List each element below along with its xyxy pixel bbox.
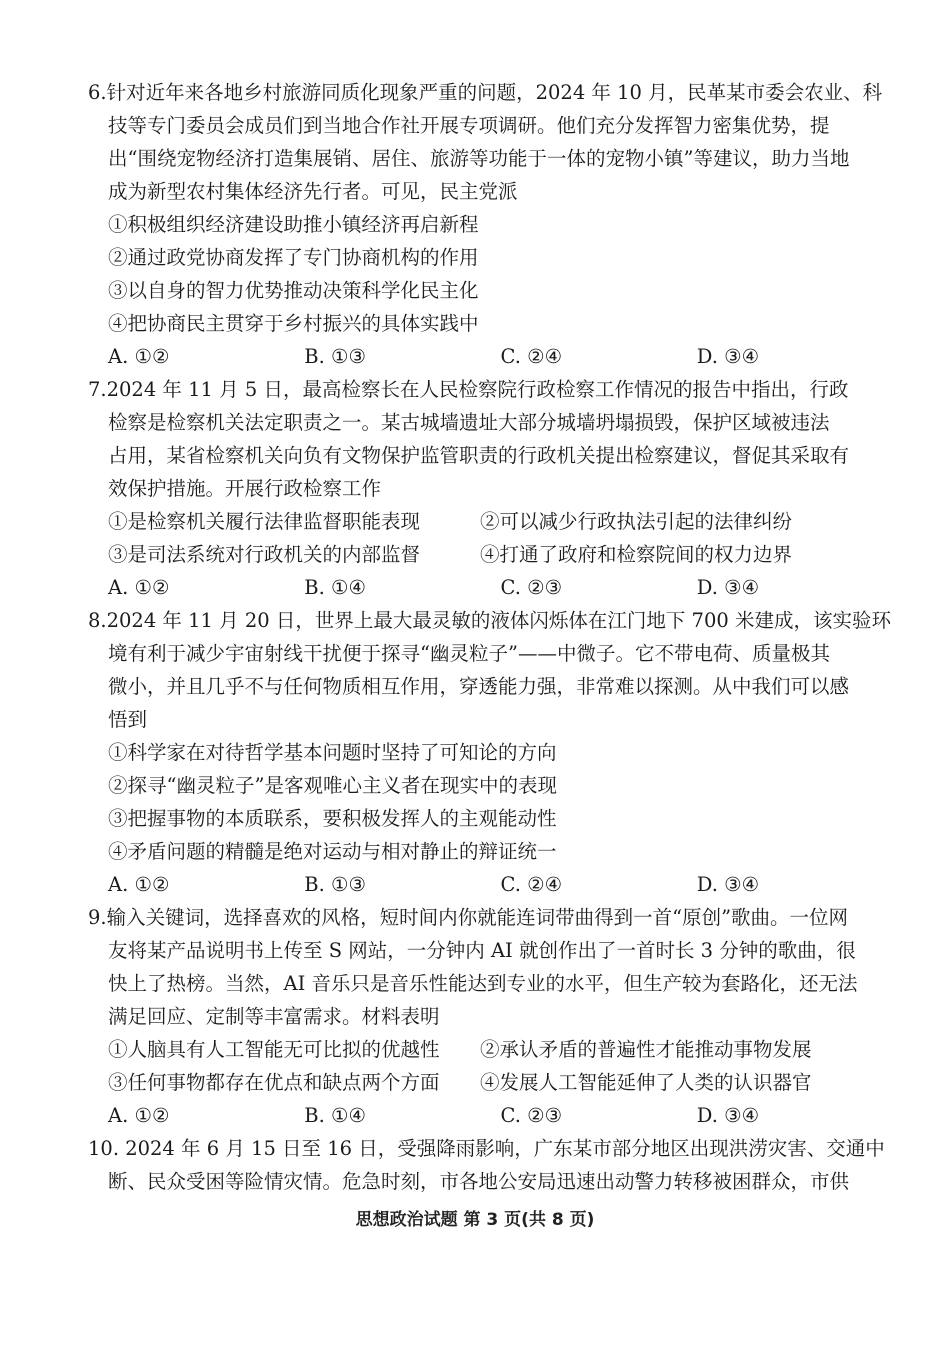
choice-c: C. ②③	[500, 576, 563, 599]
answer-choices	[88, 868, 893, 901]
choice-d: D. ③④	[696, 1104, 760, 1127]
choice-c: C. ②③	[500, 1104, 563, 1127]
stem-line: 成为新型农村集体经济先行者。可见，民主党派	[108, 180, 518, 203]
stem-line: 微小，并且几乎不与任何物质相互作用，穿透能力强，非常难以探测。从中我们可以感	[108, 675, 850, 698]
choice-b: B. ①③	[304, 345, 366, 368]
question-stem	[88, 373, 893, 505]
statement-option: ③任何事物都存在优点和缺点两个方面	[108, 1071, 440, 1094]
question-6	[88, 76, 893, 373]
answer-choices	[88, 1099, 893, 1132]
statement-option-row	[88, 505, 893, 538]
statement-option: ②探寻“幽灵粒子”是客观唯心主义者在现实中的表现	[108, 774, 557, 797]
stem-line: 7.2024 年 11 月 5 日，最高检察长在人民检察院行政检察工作情况的报告中指出，行政	[88, 378, 849, 401]
choice-a: A. ①②	[108, 576, 170, 599]
statement-option: ①积极组织经济建设助推小镇经济再启新程	[108, 213, 479, 236]
statement-option: ②通过政党协商发挥了专门协商机构的作用	[108, 246, 479, 269]
statement-option: ④打通了政府和检察院间的权力边界	[480, 543, 793, 566]
stem-line: 8.2024 年 11 月 20 日，世界上最大最灵敏的液体闪烁体在江门地下 700 米建成，该实验环	[88, 609, 891, 632]
question-stem	[88, 901, 893, 1033]
choice-d: D. ③④	[696, 873, 760, 896]
statement-option-row	[88, 1033, 893, 1066]
question-stem	[88, 604, 893, 736]
stem-line: 断、民众受困等险情灾情。危急时刻，市各地公安局迅速出动警力转移被困群众，市供	[108, 1170, 850, 1193]
stem-line: 效保护措施。开展行政检察工作	[108, 477, 382, 500]
choice-b: B. ①③	[304, 873, 366, 896]
choice-a: A. ①②	[108, 345, 170, 368]
question-stem	[88, 1132, 893, 1198]
statement-option: ④发展人工智能延伸了人类的认识器官	[480, 1071, 812, 1094]
statement-option: ③把握事物的本质联系，要积极发挥人的主观能动性	[108, 807, 557, 830]
statement-option-row	[88, 538, 893, 571]
statement-option: ③是司法系统对行政机关的内部监督	[108, 543, 421, 566]
stem-line: 技等专门委员会成员们到当地合作社开展专项调研。他们充分发挥智力密集优势，提	[108, 114, 830, 137]
answer-choices	[88, 571, 893, 604]
choice-b: B. ①④	[304, 576, 366, 599]
stem-line: 境有利于减少宇宙射线干扰便于探寻“幽灵粒子”——中微子。它不带电荷、质量极其	[108, 642, 830, 665]
stem-line: 快上了热榜。当然，AI 音乐只是音乐性能达到专业的水平，但生产较为套路化，还无法	[108, 972, 858, 995]
question-7	[88, 373, 893, 604]
question-8	[88, 604, 893, 901]
statement-option: ①人脑具有人工智能无可比拟的优越性	[108, 1038, 440, 1061]
question-10	[88, 1132, 893, 1198]
statement-option: ②承认矛盾的普遍性才能推动事物发展	[480, 1038, 812, 1061]
questions-area	[88, 76, 893, 1198]
choice-d: D. ③④	[696, 576, 760, 599]
stem-line: 友将某产品说明书上传至 S 网站，一分钟内 AI 就创作出了一首时长 3 分钟的歌曲，很	[108, 939, 856, 962]
statement-option-row	[88, 1066, 893, 1099]
stem-line: 检察是检察机关法定职责之一。某古城墙遗址大部分城墙坍塌损毁，保护区域被违法	[108, 411, 830, 434]
statement-option: ①是检察机关履行法律监督职能表现	[108, 510, 421, 533]
choice-a: A. ①②	[108, 1104, 170, 1127]
choice-a: A. ①②	[108, 873, 170, 896]
statement-option: ④矛盾问题的精髓是绝对运动与相对静止的辩证统一	[108, 840, 557, 863]
stem-line: 10. 2024 年 6 月 15 日至 16 日，受强降雨影响，广东某市部分地区出现洪涝灾害、交通中	[88, 1137, 885, 1160]
stem-line: 满足回应、定制等丰富需求。材料表明	[108, 1005, 440, 1028]
stem-line: 9.输入关键词，选择喜欢的风格，短时间内你就能连词带曲得到一首“原创”歌曲。一位网	[88, 906, 849, 929]
statement-option: ③以自身的智力优势推动决策科学化民主化	[108, 279, 479, 302]
stem-line: 6.针对近年来各地乡村旅游同质化现象严重的问题，2024 年 10 月，民革某市委会农业、科	[88, 81, 883, 104]
question-9	[88, 901, 893, 1132]
stem-line: 悟到	[108, 708, 148, 731]
choice-c: C. ②④	[500, 345, 563, 368]
stem-line: 占用，某省检察机关向负有文物保护监管职责的行政机关提出检察建议，督促其采取有	[108, 444, 850, 467]
choice-b: B. ①④	[304, 1104, 366, 1127]
page-footer: 思想政治试题 第 3 页(共 8 页)	[355, 1210, 595, 1230]
statement-option: ④把协商民主贯穿于乡村振兴的具体实践中	[108, 312, 479, 335]
question-stem	[88, 76, 893, 208]
answer-choices	[88, 340, 893, 373]
choice-d: D. ③④	[696, 345, 760, 368]
stem-line: 出“围绕宠物经济打造集展销、居住、旅游等功能于一体的宠物小镇”等建议，助力当地	[108, 147, 850, 170]
choice-c: C. ②④	[500, 873, 563, 896]
statement-option: ①科学家在对待哲学基本问题时坚持了可知论的方向	[108, 741, 557, 764]
statement-option: ②可以减少行政执法引起的法律纠纷	[480, 510, 793, 533]
